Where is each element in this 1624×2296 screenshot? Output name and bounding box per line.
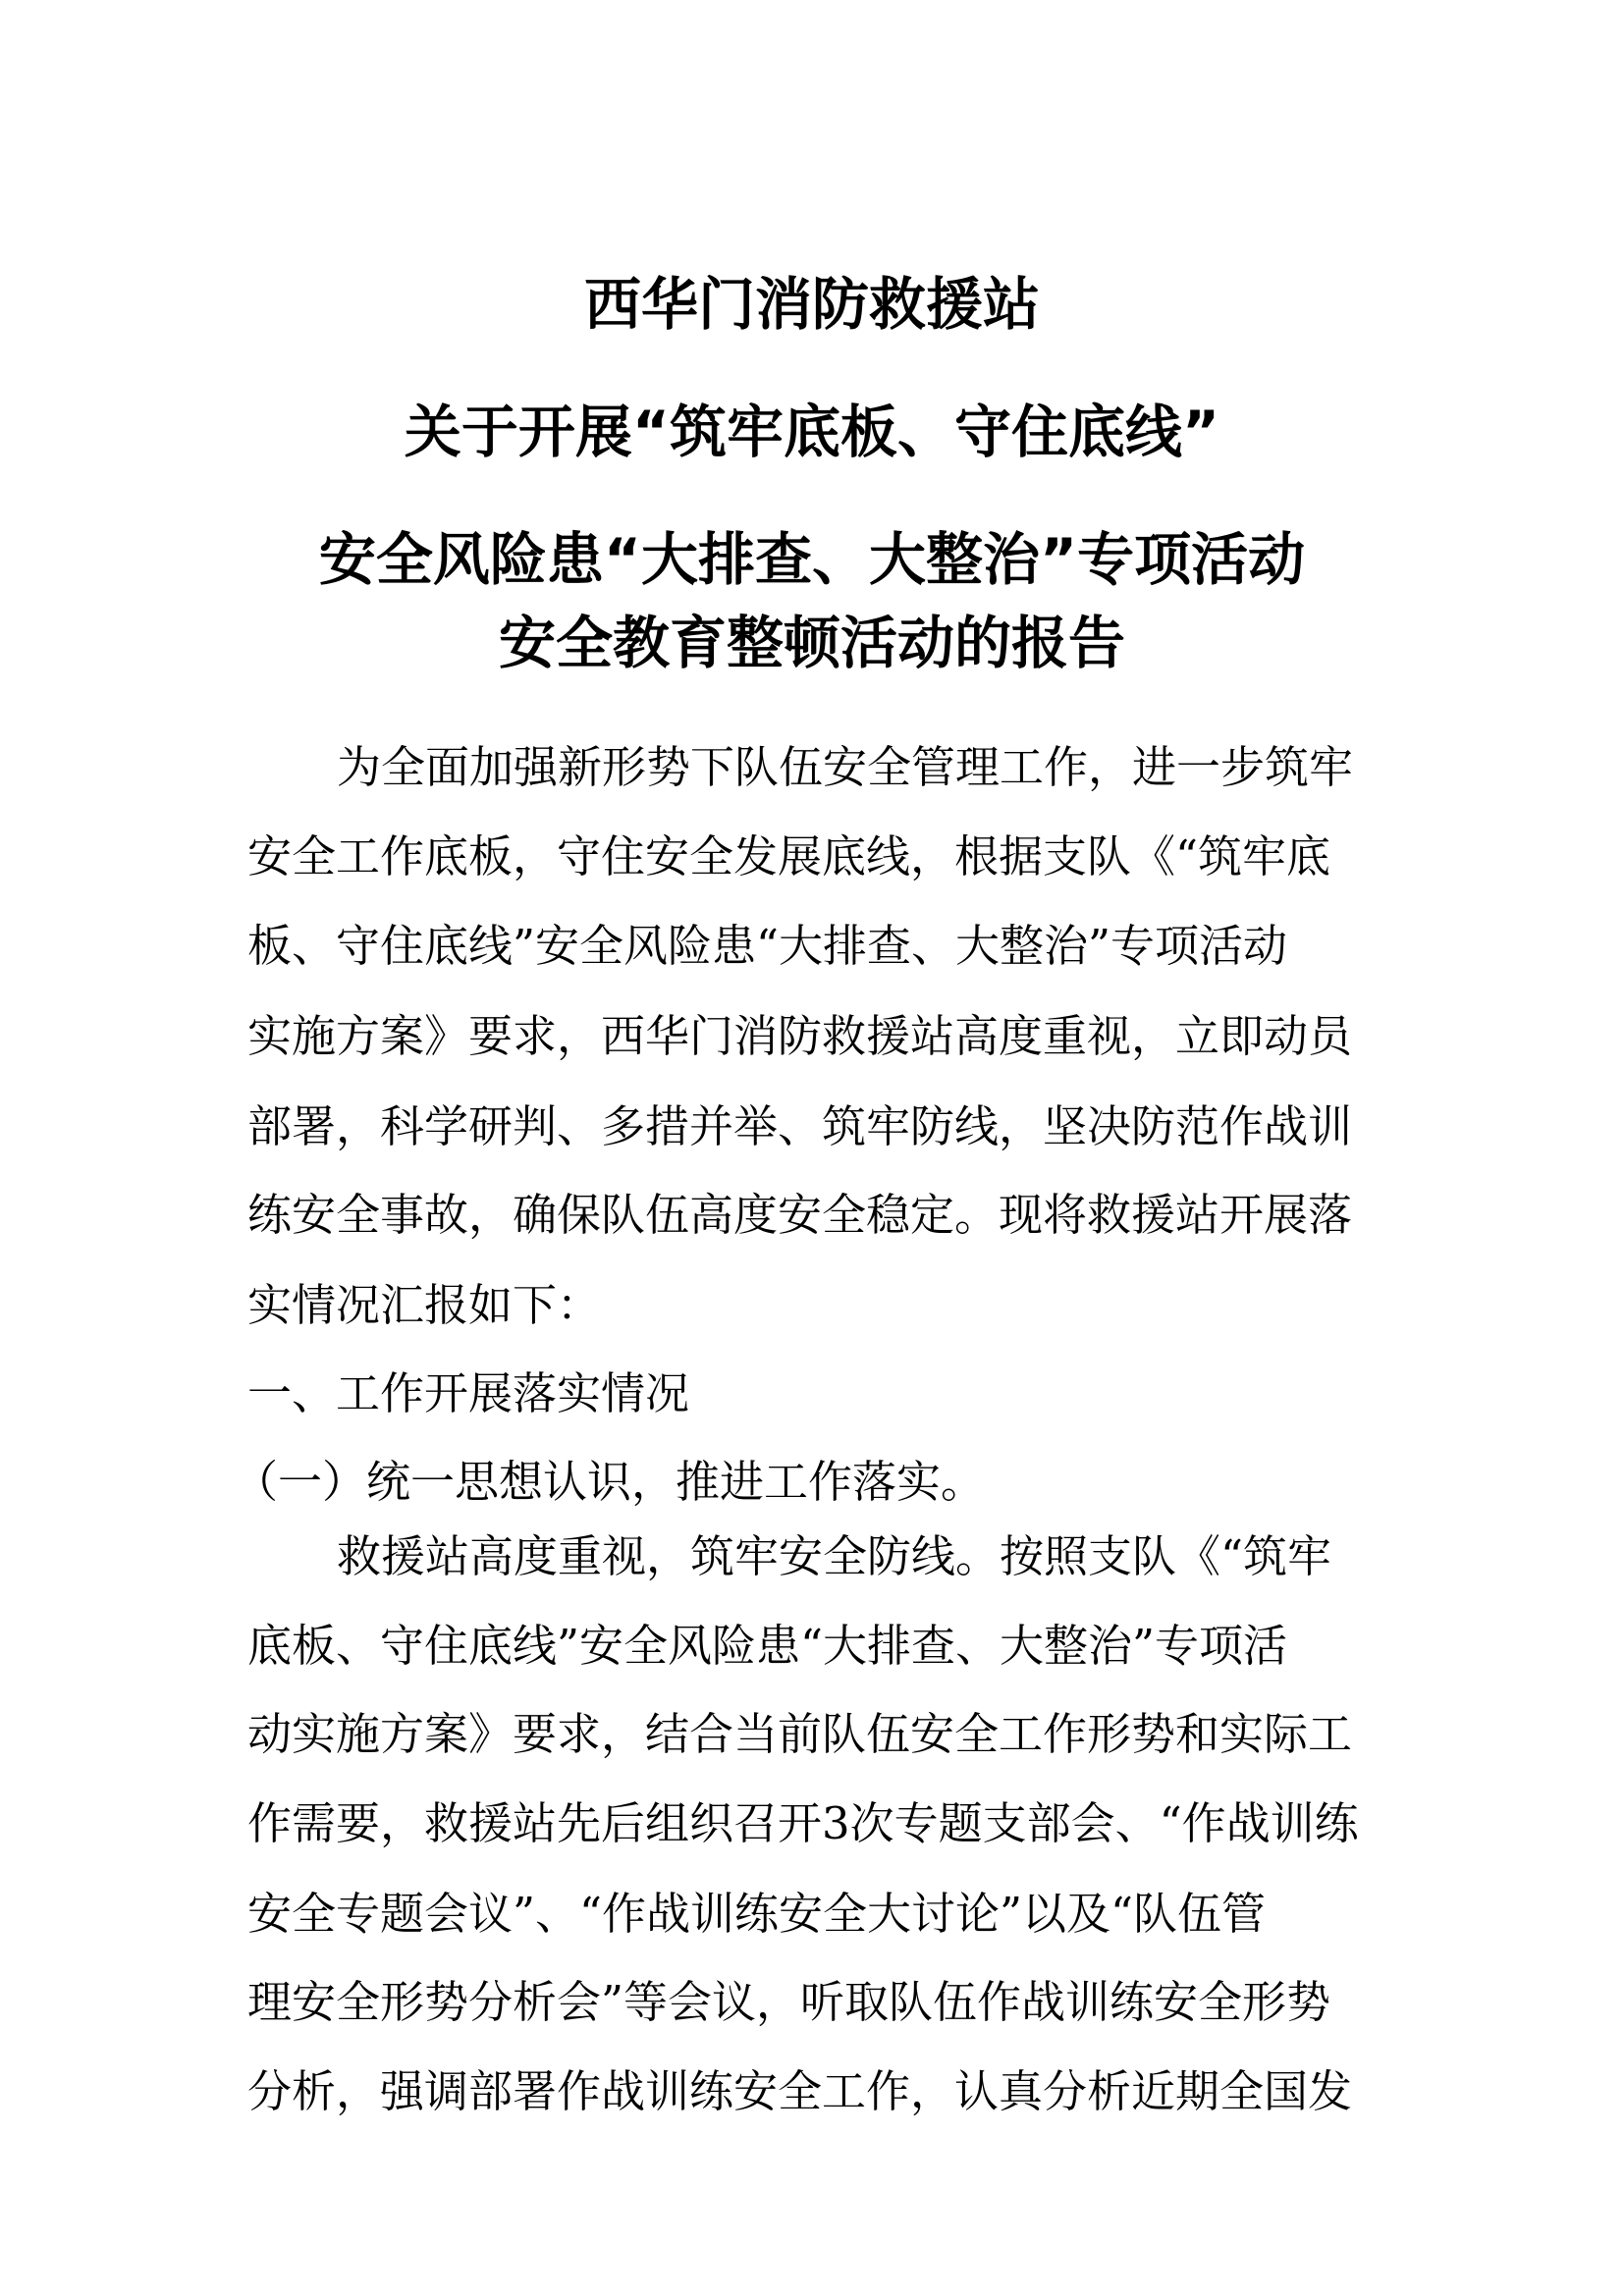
document-title-line-3: 安全风险患“大排查、大整治”专项活动	[318, 526, 1306, 593]
body-paragraph-line: 底板、守住底线”安全风险患“大排查、大整治”专项活	[247, 1620, 1288, 1672]
intro-paragraph-line: 为全面加强新形势下队伍安全管理工作，进一步筑牢	[337, 741, 1354, 793]
body-paragraph-line: 理安全形势分析会”等会议，听取队伍作战训练安全形势	[247, 1976, 1331, 2028]
document-title-line-4: 安全教育整顿活动的报告	[498, 610, 1125, 676]
intro-paragraph-line: 练安全事故，确保队伍高度安全稳定。现将救援站开展落	[247, 1189, 1353, 1241]
section-heading: 一、工作开展落实情况	[247, 1367, 690, 1419]
document-title-line-2: 关于开展“筑牢底板、守住底线”	[404, 399, 1220, 465]
intro-paragraph-line: 实情况汇报如下：	[247, 1279, 602, 1331]
body-paragraph-line: 救援站高度重视，筑牢安全防线。按照支队《“筑牢	[337, 1530, 1332, 1582]
section-subheading: （一）统一思想认识，推进工作落实。	[234, 1456, 986, 1508]
body-paragraph-line: 分析，强调部署作战训练安全工作，认真分析近期全国发	[247, 2065, 1353, 2117]
intro-paragraph-line: 部署，科学研判、多措并举、筑牢防线，坚决防范作战训	[247, 1100, 1353, 1152]
intro-paragraph-line: 实施方案》要求，西华门消防救援站高度重视，立即动员	[247, 1010, 1353, 1062]
body-paragraph-line: 安全专题会议”、“作战训练安全大讨论”以及“队伍管	[247, 1888, 1267, 1940]
intro-paragraph-line: 板、守住底线”安全风险患“大排查、大整治”专项活动	[247, 920, 1288, 972]
body-paragraph-line: 作需要，救援站先后组织召开3次专题支部会、“作战训练	[247, 1797, 1359, 1849]
body-paragraph-line: 动实施方案》要求，结合当前队伍安全工作形势和实际工	[247, 1708, 1353, 1760]
document-title-line-1: 西华门消防救援站	[583, 271, 1040, 338]
intro-paragraph-line: 安全工作底板，守住安全发展底线，根据支队《“筑牢底	[247, 830, 1331, 882]
